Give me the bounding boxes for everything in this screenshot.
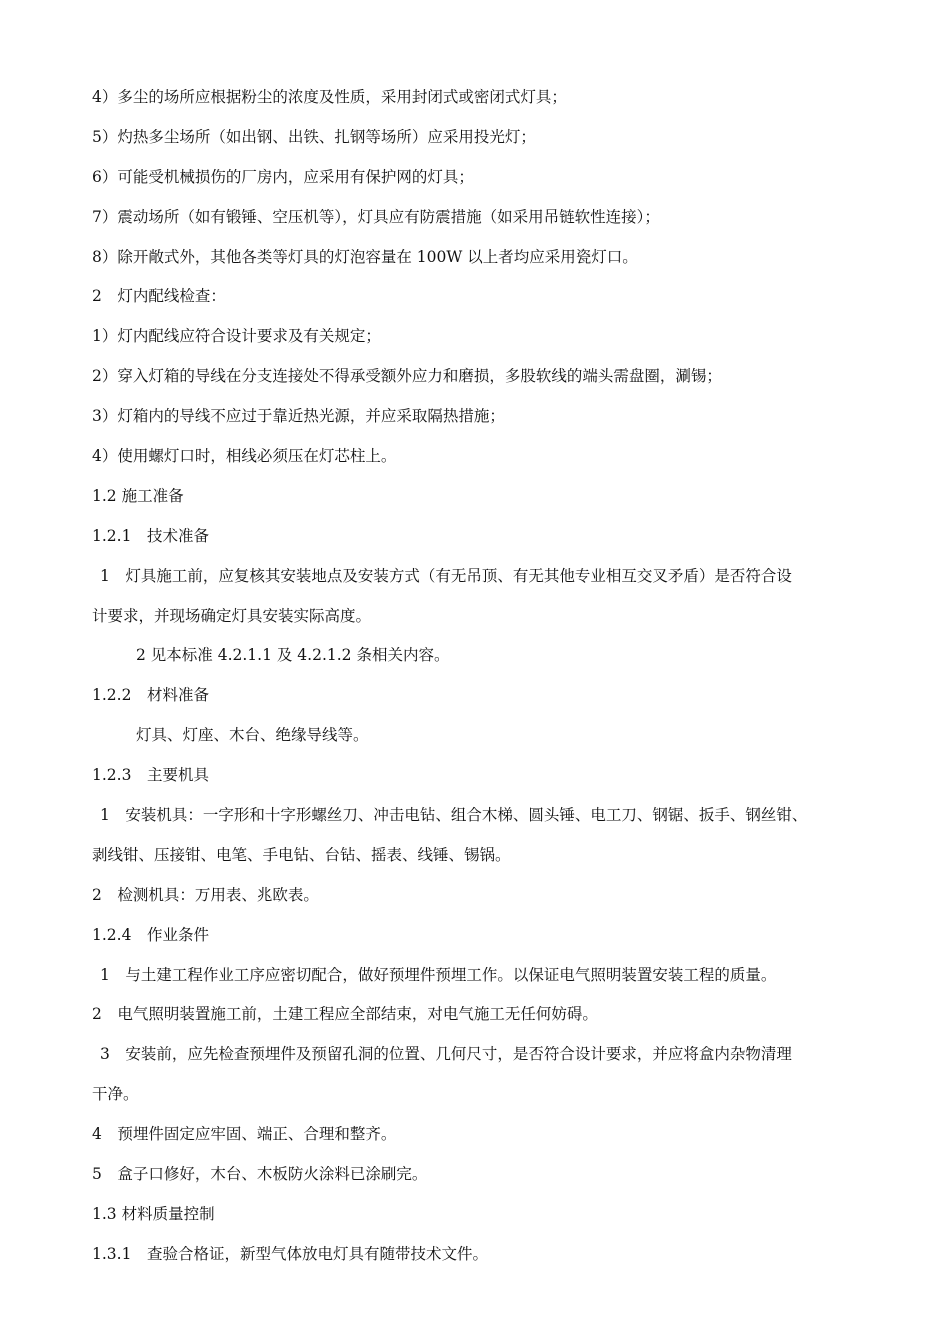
paragraph-line: 2 电气照明装置施工前，土建工程应全部结束，对电气施工无任何妨碍。 bbox=[92, 1005, 598, 1024]
paragraph-line: 剥线钳、压接钳、电笔、手电钻、台钻、摇表、线锤、锡锅。 bbox=[92, 845, 511, 864]
paragraph-line: 3 安装前，应先检查预埋件及预留孔洞的位置、几何尺寸，是否符合设计要求，并应将盒内杂物清理 bbox=[100, 1045, 792, 1064]
list-item: 8）除开敞式外，其他各类等灯具的灯泡容量在 100W 以上者均应采用瓷灯口。 bbox=[92, 247, 638, 266]
list-item: 4）使用螺灯口时，相线必须压在灯芯柱上。 bbox=[92, 447, 397, 466]
list-item: 3）灯箱内的导线不应过于靠近热光源，并应采取隔热措施； bbox=[92, 407, 505, 426]
paragraph-line: 4 预埋件固定应牢固、端正、合理和整齐。 bbox=[92, 1125, 397, 1144]
paragraph-line: 1 与土建工程作业工序应密切配合，做好预埋件预埋工作。以保证电气照明装置安装工程的质量。 bbox=[100, 965, 777, 984]
list-item: 1）灯内配线应符合设计要求及有关规定； bbox=[92, 327, 381, 346]
subsection-heading: 1.2.2 材料准备 bbox=[92, 686, 209, 705]
paragraph-line: 灯具、灯座、木台、绝缘导线等。 bbox=[136, 726, 369, 745]
list-item: 6）可能受机械损伤的厂房内，应采用有保护网的灯具； bbox=[92, 167, 474, 186]
section-heading: 2 灯内配线检查： bbox=[92, 287, 226, 306]
paragraph-line: 1 安装机具：一字形和十字形螺丝刀、冲击电钻、组合木梯、圆头锤、电工刀、钢锯、扳手、钢丝钳、 bbox=[100, 806, 808, 825]
paragraph-line: 2 检测机具：万用表、兆欧表。 bbox=[92, 885, 319, 904]
paragraph-line: 干净。 bbox=[92, 1085, 139, 1104]
subsection-heading: 1.2.1 技术准备 bbox=[92, 526, 209, 545]
list-item: 2）穿入灯箱的导线在分支连接处不得承受额外应力和磨损，多股软线的端头需盘圈，涮锡； bbox=[92, 367, 722, 386]
section-heading: 1.3 材料质量控制 bbox=[92, 1204, 215, 1223]
document-body bbox=[92, 82, 912, 1279]
paragraph-line: 1 灯具施工前，应复核其安装地点及安装方式（有无吊顶、有无其他专业相互交叉矛盾）是否符合设 bbox=[100, 566, 792, 585]
paragraph-line: 5 盒子口修好，木台、木板防火涂料已涂刷完。 bbox=[92, 1165, 428, 1184]
paragraph-line: 2 见本标准 4.2.1.1 及 4.2.1.2 条相关内容。 bbox=[136, 646, 450, 665]
list-item: 7）震动场所（如有锻锤、空压机等），灯具应有防震措施（如采用吊链软性连接）； bbox=[92, 207, 660, 226]
list-item: 4）多尘的场所应根据粉尘的浓度及性质，采用封闭式或密闭式灯具； bbox=[92, 88, 567, 106]
subsection-heading: 1.2.3 主要机具 bbox=[92, 766, 209, 785]
paragraph-line: 计要求，并现场确定灯具安装实际高度。 bbox=[92, 606, 372, 625]
subsection-heading: 1.2.4 作业条件 bbox=[92, 925, 209, 944]
paragraph-line: 1.3.1 查验合格证，新型气体放电灯具有随带技术文件。 bbox=[92, 1244, 488, 1263]
list-item: 5）灼热多尘场所（如出钢、出铁、扎钢等场所）应采用投光灯； bbox=[92, 127, 536, 146]
section-heading: 1.2 施工准备 bbox=[92, 486, 184, 505]
